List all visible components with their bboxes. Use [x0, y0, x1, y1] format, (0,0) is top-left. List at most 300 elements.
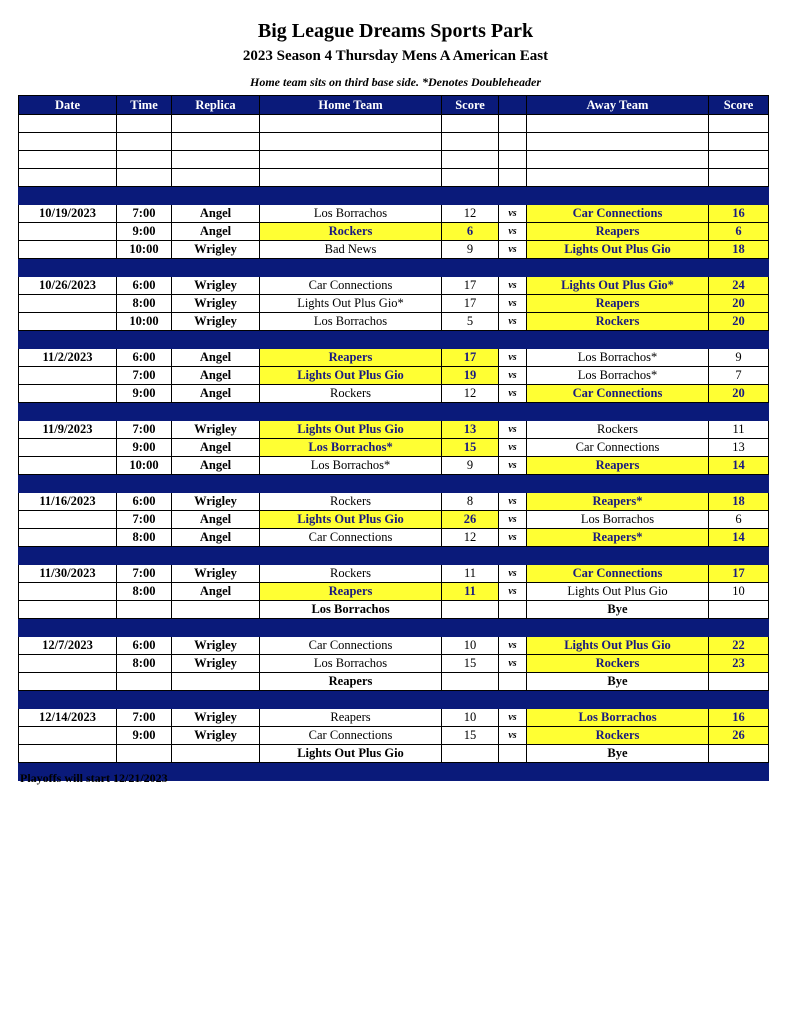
game-date [19, 313, 117, 331]
home-team: Rockers [260, 493, 442, 511]
column-header: Score [709, 96, 769, 115]
home-score: 10 [442, 709, 499, 727]
away-score: 11 [709, 421, 769, 439]
empty-cell [117, 151, 172, 169]
game-date [19, 601, 117, 619]
away-score: 23 [709, 655, 769, 673]
away-team: Lights Out Plus Gio [527, 241, 709, 259]
game-date [19, 223, 117, 241]
game-time: 7:00 [117, 205, 172, 223]
away-score: 14 [709, 529, 769, 547]
separator-cell [499, 259, 527, 277]
empty-cell [527, 169, 709, 187]
page-title: Big League Dreams Sports Park [257, 20, 534, 42]
versus-label: vs [499, 727, 527, 745]
empty-cell [172, 151, 260, 169]
empty-cell [19, 133, 117, 151]
away-score: 9 [709, 349, 769, 367]
separator-cell [19, 331, 117, 349]
game-row [19, 637, 769, 655]
separator-cell [442, 259, 499, 277]
empty-cell [709, 133, 769, 151]
empty-cell [172, 133, 260, 151]
home-team: Los Borrachos [260, 601, 442, 619]
away-team: Lights Out Plus Gio [527, 583, 709, 601]
game-row [19, 313, 769, 331]
week-separator [19, 187, 769, 205]
separator-cell [499, 763, 527, 781]
away-team: Car Connections [527, 385, 709, 403]
playoffs-note: Playoffs will start 12/21/2023 [20, 771, 168, 785]
versus-label: vs [499, 511, 527, 529]
away-team: Los Borrachos* [527, 349, 709, 367]
separator-cell [527, 475, 709, 493]
away-score: 18 [709, 241, 769, 259]
week-separator [19, 547, 769, 565]
game-row [19, 511, 769, 529]
versus-label: vs [499, 439, 527, 457]
game-date [19, 385, 117, 403]
away-team: Reapers [527, 223, 709, 241]
away-score [709, 673, 769, 691]
game-date [19, 367, 117, 385]
separator-cell [117, 259, 172, 277]
column-header: Home Team [260, 96, 442, 115]
separator-cell [442, 547, 499, 565]
away-score: 20 [709, 295, 769, 313]
home-score: 9 [442, 457, 499, 475]
home-score [442, 601, 499, 619]
game-date [19, 529, 117, 547]
separator-cell [527, 547, 709, 565]
game-row [19, 457, 769, 475]
game-time: 8:00 [117, 295, 172, 313]
away-team: Reapers [527, 295, 709, 313]
week-separator [19, 475, 769, 493]
away-score: 6 [709, 223, 769, 241]
home-team: Los Borrachos [260, 313, 442, 331]
home-team: Lights Out Plus Gio* [260, 295, 442, 313]
versus-label: vs [499, 313, 527, 331]
game-date: 12/14/2023 [19, 709, 117, 727]
separator-cell [709, 187, 769, 205]
game-row [19, 385, 769, 403]
game-field: Angel [172, 349, 260, 367]
home-score: 8 [442, 493, 499, 511]
column-header: Date [19, 96, 117, 115]
separator-cell [19, 619, 117, 637]
home-score: 11 [442, 565, 499, 583]
versus-label: vs [499, 529, 527, 547]
separator-cell [117, 619, 172, 637]
empty-cell [117, 169, 172, 187]
separator-cell [442, 619, 499, 637]
home-team: Car Connections [260, 727, 442, 745]
separator-cell [172, 691, 260, 709]
away-score: 13 [709, 439, 769, 457]
game-field: Angel [172, 205, 260, 223]
separator-cell [709, 691, 769, 709]
separator-cell [19, 187, 117, 205]
away-team: Los Borrachos* [527, 367, 709, 385]
week-separator [19, 619, 769, 637]
blank-row [19, 133, 769, 151]
game-row [19, 565, 769, 583]
game-time: 9:00 [117, 385, 172, 403]
separator-cell [499, 475, 527, 493]
empty-cell [442, 151, 499, 169]
empty-cell [527, 133, 709, 151]
separator-cell [172, 187, 260, 205]
home-team: Reapers [260, 709, 442, 727]
separator-cell [499, 547, 527, 565]
home-score [442, 745, 499, 763]
home-team: Reapers [260, 673, 442, 691]
home-score: 15 [442, 439, 499, 457]
game-time: 6:00 [117, 349, 172, 367]
game-date: 11/30/2023 [19, 565, 117, 583]
away-team: Reapers* [527, 529, 709, 547]
game-date [19, 511, 117, 529]
game-date [19, 583, 117, 601]
versus-label: vs [499, 385, 527, 403]
home-score: 12 [442, 385, 499, 403]
away-team: Car Connections [527, 439, 709, 457]
home-team: Car Connections [260, 529, 442, 547]
separator-cell [527, 619, 709, 637]
away-score: 20 [709, 385, 769, 403]
week-separator [19, 259, 769, 277]
game-field: Wrigley [172, 637, 260, 655]
home-score: 15 [442, 727, 499, 745]
home-team: Car Connections [260, 277, 442, 295]
away-team: Bye [527, 745, 709, 763]
versus-label: vs [499, 565, 527, 583]
empty-cell [19, 169, 117, 187]
separator-cell [442, 691, 499, 709]
game-field: Wrigley [172, 421, 260, 439]
game-field: Wrigley [172, 655, 260, 673]
away-team: Reapers [527, 457, 709, 475]
week-separator [19, 331, 769, 349]
game-time: 7:00 [117, 421, 172, 439]
home-team: Reapers [260, 349, 442, 367]
game-row [19, 295, 769, 313]
away-team: Los Borrachos [527, 709, 709, 727]
separator-cell [260, 619, 442, 637]
home-team: Rockers [260, 385, 442, 403]
game-time: 8:00 [117, 529, 172, 547]
versus-label [499, 745, 527, 763]
separator-cell [172, 763, 260, 781]
separator-cell [499, 403, 527, 421]
versus-label: vs [499, 493, 527, 511]
empty-cell [117, 133, 172, 151]
home-score: 13 [442, 421, 499, 439]
game-time [117, 601, 172, 619]
game-field: Angel [172, 457, 260, 475]
home-score: 6 [442, 223, 499, 241]
separator-cell [260, 187, 442, 205]
game-time: 9:00 [117, 223, 172, 241]
game-field: Angel [172, 511, 260, 529]
separator-cell [117, 403, 172, 421]
game-date [19, 295, 117, 313]
empty-cell [260, 115, 442, 133]
game-field: Angel [172, 529, 260, 547]
separator-cell [499, 331, 527, 349]
game-field [172, 601, 260, 619]
away-team: Car Connections [527, 565, 709, 583]
home-team: Los Borrachos [260, 205, 442, 223]
empty-cell [172, 115, 260, 133]
game-time: 8:00 [117, 583, 172, 601]
separator-cell [260, 691, 442, 709]
versus-label [499, 673, 527, 691]
empty-cell [499, 133, 527, 151]
versus-label: vs [499, 655, 527, 673]
separator-cell [172, 403, 260, 421]
home-team: Reapers [260, 583, 442, 601]
away-score: 16 [709, 709, 769, 727]
home-score: 17 [442, 349, 499, 367]
empty-cell [117, 115, 172, 133]
away-score: 16 [709, 205, 769, 223]
separator-cell [442, 763, 499, 781]
game-field: Wrigley [172, 241, 260, 259]
game-date: 10/19/2023 [19, 205, 117, 223]
away-team: Lights Out Plus Gio [527, 637, 709, 655]
header-row [19, 96, 769, 115]
blank-row [19, 115, 769, 133]
game-date [19, 439, 117, 457]
home-team: Lights Out Plus Gio [260, 367, 442, 385]
empty-cell [499, 169, 527, 187]
game-field: Angel [172, 385, 260, 403]
separator-cell [527, 331, 709, 349]
game-date: 11/2/2023 [19, 349, 117, 367]
empty-cell [442, 133, 499, 151]
game-field: Wrigley [172, 493, 260, 511]
separator-cell [442, 403, 499, 421]
separator-cell [442, 187, 499, 205]
home-team: Bad News [260, 241, 442, 259]
separator-cell [117, 547, 172, 565]
game-row [19, 493, 769, 511]
game-time: 8:00 [117, 655, 172, 673]
game-date [19, 673, 117, 691]
game-row [19, 529, 769, 547]
separator-cell [527, 187, 709, 205]
blank-row [19, 169, 769, 187]
home-score: 5 [442, 313, 499, 331]
game-time: 7:00 [117, 709, 172, 727]
empty-cell [527, 151, 709, 169]
away-score: 20 [709, 313, 769, 331]
away-team: Bye [527, 673, 709, 691]
empty-cell [172, 169, 260, 187]
page-subtitle: 2023 Season 4 Thursday Mens A American East [242, 48, 549, 64]
game-field: Angel [172, 439, 260, 457]
separator-cell [172, 547, 260, 565]
versus-label [499, 601, 527, 619]
game-field [172, 673, 260, 691]
separator-cell [709, 475, 769, 493]
game-row [19, 655, 769, 673]
versus-label: vs [499, 295, 527, 313]
game-date [19, 241, 117, 259]
versus-label: vs [499, 583, 527, 601]
game-time: 7:00 [117, 367, 172, 385]
game-date [19, 655, 117, 673]
separator-cell [709, 763, 769, 781]
empty-cell [709, 169, 769, 187]
game-field: Angel [172, 367, 260, 385]
home-team: Car Connections [260, 637, 442, 655]
away-team: Rockers [527, 655, 709, 673]
game-row [19, 583, 769, 601]
game-row [19, 205, 769, 223]
blank-row [19, 151, 769, 169]
game-time: 10:00 [117, 313, 172, 331]
home-score: 15 [442, 655, 499, 673]
home-score: 12 [442, 529, 499, 547]
separator-cell [260, 331, 442, 349]
separator-cell [442, 331, 499, 349]
empty-cell [442, 169, 499, 187]
game-row [19, 241, 769, 259]
game-row [19, 223, 769, 241]
home-score: 12 [442, 205, 499, 223]
away-team: Bye [527, 601, 709, 619]
game-field: Wrigley [172, 565, 260, 583]
home-team: Los Borrachos* [260, 457, 442, 475]
separator-cell [19, 691, 117, 709]
away-team: Reapers* [527, 493, 709, 511]
away-score: 7 [709, 367, 769, 385]
column-header [499, 96, 527, 115]
game-row [19, 421, 769, 439]
game-time: 6:00 [117, 277, 172, 295]
game-time [117, 745, 172, 763]
home-score: 9 [442, 241, 499, 259]
game-row [19, 349, 769, 367]
game-time [117, 673, 172, 691]
game-row [19, 727, 769, 745]
empty-cell [709, 115, 769, 133]
game-time: 10:00 [117, 457, 172, 475]
schedule-table [18, 95, 769, 781]
home-score: 10 [442, 637, 499, 655]
column-header: Time [117, 96, 172, 115]
home-team: Lights Out Plus Gio [260, 511, 442, 529]
separator-cell [527, 763, 709, 781]
separator-cell [709, 547, 769, 565]
game-date: 11/9/2023 [19, 421, 117, 439]
game-time: 9:00 [117, 439, 172, 457]
away-score: 22 [709, 637, 769, 655]
separator-cell [19, 259, 117, 277]
week-separator [19, 691, 769, 709]
separator-cell [172, 475, 260, 493]
versus-label: vs [499, 349, 527, 367]
home-score: 26 [442, 511, 499, 529]
separator-cell [260, 259, 442, 277]
game-field [172, 745, 260, 763]
game-date [19, 457, 117, 475]
game-field: Angel [172, 583, 260, 601]
separator-cell [117, 187, 172, 205]
separator-cell [172, 331, 260, 349]
away-team: Rockers [527, 727, 709, 745]
versus-label: vs [499, 709, 527, 727]
game-date [19, 745, 117, 763]
game-time: 7:00 [117, 565, 172, 583]
home-team: Lights Out Plus Gio [260, 421, 442, 439]
separator-cell [499, 691, 527, 709]
away-team: Los Borrachos [527, 511, 709, 529]
versus-label: vs [499, 637, 527, 655]
game-row [19, 745, 769, 763]
empty-cell [499, 151, 527, 169]
game-time: 7:00 [117, 511, 172, 529]
column-header: Away Team [527, 96, 709, 115]
game-field: Wrigley [172, 709, 260, 727]
empty-cell [442, 115, 499, 133]
game-time: 9:00 [117, 727, 172, 745]
away-score: 17 [709, 565, 769, 583]
away-score: 18 [709, 493, 769, 511]
separator-cell [260, 403, 442, 421]
game-date [19, 727, 117, 745]
home-score: 17 [442, 295, 499, 313]
home-team: Los Borrachos* [260, 439, 442, 457]
column-header: Replica [172, 96, 260, 115]
separator-cell [709, 331, 769, 349]
game-time: 10:00 [117, 241, 172, 259]
separator-cell [117, 691, 172, 709]
separator-cell [117, 475, 172, 493]
away-team: Rockers [527, 313, 709, 331]
home-team: Rockers [260, 565, 442, 583]
home-score: 17 [442, 277, 499, 295]
home-team: Los Borrachos [260, 655, 442, 673]
game-date: 10/26/2023 [19, 277, 117, 295]
separator-cell [499, 619, 527, 637]
separator-cell [527, 259, 709, 277]
game-field: Wrigley [172, 295, 260, 313]
versus-label: vs [499, 457, 527, 475]
empty-cell [19, 115, 117, 133]
game-row [19, 673, 769, 691]
separator-cell [527, 691, 709, 709]
separator-cell [19, 403, 117, 421]
empty-cell [19, 151, 117, 169]
home-score: 19 [442, 367, 499, 385]
game-row [19, 601, 769, 619]
game-field: Wrigley [172, 727, 260, 745]
home-team: Rockers [260, 223, 442, 241]
separator-cell [499, 187, 527, 205]
away-score [709, 745, 769, 763]
versus-label: vs [499, 277, 527, 295]
week-separator [19, 403, 769, 421]
separator-cell [709, 259, 769, 277]
separator-cell [260, 475, 442, 493]
away-score [709, 601, 769, 619]
empty-cell [260, 133, 442, 151]
schedule-body [19, 96, 769, 781]
